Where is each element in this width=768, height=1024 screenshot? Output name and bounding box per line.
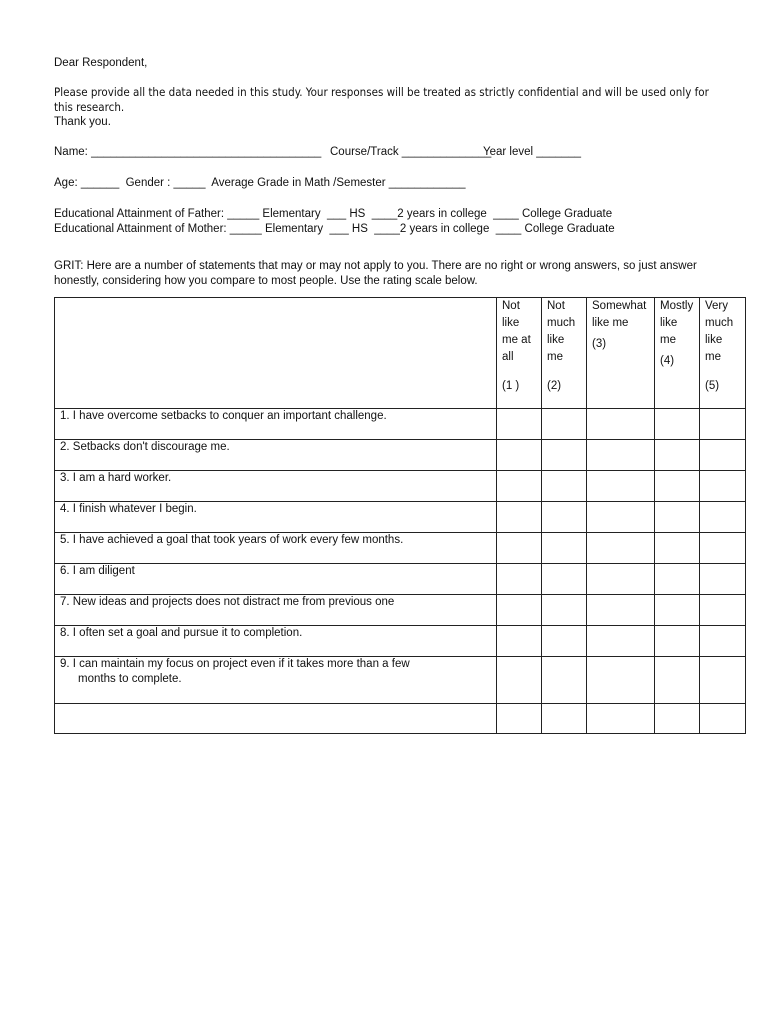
rating-cell-2[interactable] [542,471,587,502]
table-row-blank [55,704,746,734]
statement-cell [55,704,497,734]
grit-instructions: GRIT: Here are a number of statements that may or may not apply to you. There are no right or wrong answers, so just answer honestly, considering how you compare to most people. Use the rating scale below. [54,260,697,287]
course-track-field[interactable]: Course/Track ______________ [330,146,492,158]
rating-cell-2[interactable] [542,595,587,626]
year-level-field[interactable]: Year level _______ [483,146,582,158]
rating-cell-2[interactable] [542,704,587,734]
grit-rating-table [54,297,746,734]
rating-cell-1[interactable] [497,533,542,564]
statement-cell: 3. I am a hard worker. [55,471,497,502]
statement-cell: 8. I often set a goal and pursue it to completion. [55,626,497,657]
table-header-row [55,298,746,409]
rating-cell-1[interactable] [497,440,542,471]
rating-cell-3[interactable] [587,564,655,595]
name-field[interactable]: Name: ____________________________________ [54,146,322,158]
rating-cell-2[interactable] [542,502,587,533]
rating-cell-2[interactable] [542,564,587,595]
table-row [55,533,746,564]
statement-cell: 6. I am diligent [55,564,497,595]
greeting: Dear Respondent, [54,57,148,69]
rating-cell-2[interactable] [542,533,587,564]
statement-cell: 5. I have achieved a goal that took years of work every few months. [55,533,497,564]
rating-cell-1[interactable] [497,502,542,533]
statement-cell: 7. New ideas and projects does not distract me from previous one [55,595,497,626]
rating-cell-5[interactable] [700,657,746,704]
intro-paragraph: Please provide all the data needed in this study. Your responses will be treated as strictly confidential and will be used only for this research. [54,85,709,114]
table-row [55,657,746,704]
rating-cell-4[interactable] [655,564,700,595]
rating-cell-5[interactable] [700,440,746,471]
statement-cell: 9. I can maintain my focus on project even if it takes more than a few months to complete. [55,657,497,704]
rating-cell-3[interactable] [587,471,655,502]
father-education[interactable]: Educational Attainment of Father: _____ Elementary ___ HS ____2 years in college ____ College Graduate [54,208,613,220]
rating-cell-3[interactable] [587,626,655,657]
scale-header-5: Very much like me (5) [700,298,746,409]
rating-cell-3[interactable] [587,657,655,704]
rating-cell-1[interactable] [497,471,542,502]
scale-header-1: Not like me at all (1 ) [497,298,542,409]
rating-cell-5[interactable] [700,564,746,595]
table-row [55,440,746,471]
rating-cell-5[interactable] [700,626,746,657]
rating-cell-5[interactable] [700,533,746,564]
statement-cell: 2. Setbacks don't discourage me. [55,440,497,471]
rating-cell-4[interactable] [655,626,700,657]
rating-cell-5[interactable] [700,409,746,440]
thank-you: Thank you. [54,116,111,128]
table-row [55,564,746,595]
rating-cell-1[interactable] [497,564,542,595]
table-row [55,471,746,502]
rating-cell-1[interactable] [497,595,542,626]
survey-page [54,56,745,734]
table-row [55,626,746,657]
rating-cell-3[interactable] [587,409,655,440]
rating-cell-4[interactable] [655,471,700,502]
rating-cell-3[interactable] [587,595,655,626]
rating-cell-4[interactable] [655,409,700,440]
scale-header-3: Somewhat like me (3) [587,298,655,409]
item-rows [55,409,746,734]
rating-cell-5[interactable] [700,471,746,502]
rating-cell-3[interactable] [587,502,655,533]
rating-cell-4[interactable] [655,704,700,734]
rating-cell-1[interactable] [497,657,542,704]
rating-cell-2[interactable] [542,440,587,471]
rating-cell-2[interactable] [542,409,587,440]
scale-header-4: Mostly like me (4) [655,298,700,409]
rating-cell-1[interactable] [497,704,542,734]
statement-cell: 1. I have overcome setbacks to conquer an important challenge. [55,409,497,440]
statement-cell: 4. I finish whatever I begin. [55,502,497,533]
table-row [55,595,746,626]
rating-cell-4[interactable] [655,533,700,564]
rating-cell-2[interactable] [542,657,587,704]
rating-cell-4[interactable] [655,502,700,533]
rating-cell-1[interactable] [497,409,542,440]
table-row [55,409,746,440]
education-section [54,207,745,237]
rating-cell-3[interactable] [587,704,655,734]
rating-cell-4[interactable] [655,657,700,704]
rating-cell-3[interactable] [587,533,655,564]
statement-header-cell [55,298,497,409]
rating-cell-1[interactable] [497,626,542,657]
table-row [55,502,746,533]
rating-cell-4[interactable] [655,440,700,471]
rating-cell-5[interactable] [700,595,746,626]
rating-cell-5[interactable] [700,704,746,734]
rating-cell-4[interactable] [655,595,700,626]
mother-education[interactable]: Educational Attainment of Mother: _____ Elementary ___ HS ____2 years in college ____ College Graduate [54,223,615,235]
scale-header-2: Not much like me (2) [542,298,587,409]
age-gender-grade-fields[interactable]: Age: ______ Gender : _____ Average Grade in Math /Semester ____________ [54,177,466,189]
respondent-fields [54,145,745,160]
rating-cell-5[interactable] [700,502,746,533]
rating-cell-3[interactable] [587,440,655,471]
rating-cell-2[interactable] [542,626,587,657]
